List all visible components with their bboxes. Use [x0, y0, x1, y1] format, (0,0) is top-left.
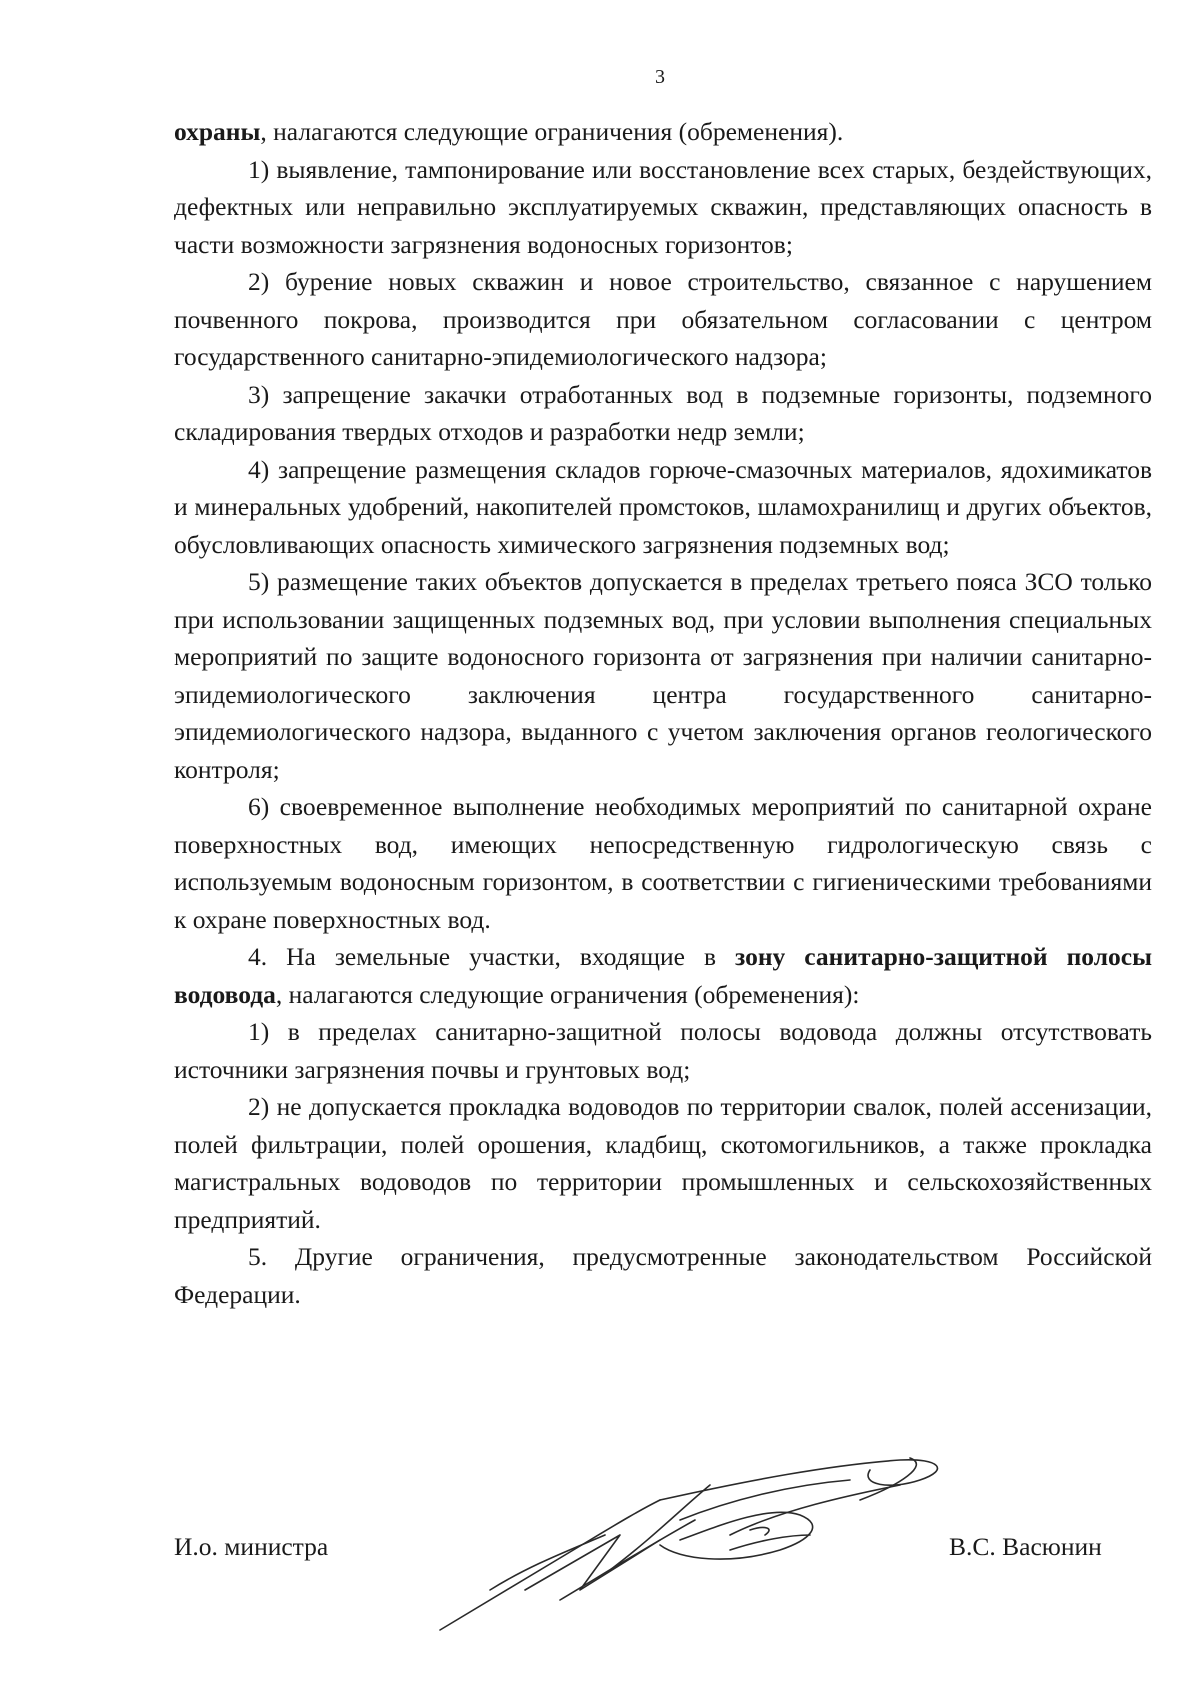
bold-term: зону санитарно-защитной полосы водовода [174, 942, 1152, 1009]
signatory-position: И.о. министра [174, 1532, 329, 1561]
paragraph-2: 2) бурение новых скважин и новое строительство, связанное с нарушением почвенного покрова, производится при обязательном согласовании с центром государственного санитарно-эпидемиологического надзора; [174, 267, 1152, 371]
page-number: 3 [655, 66, 665, 88]
paragraph-text: , налагаются следующие ограничения (обременения): [275, 979, 860, 1009]
document-body [174, 113, 1152, 1313]
paragraph-3: 3) запрещение закачки отработанных вод в подземные горизонты, подземного складирования твердых отходов и разработки недр земли; [174, 379, 1152, 446]
paragraph-text: , налагаются следующие ограничения (обременения). [260, 117, 844, 146]
paragraph-4: 4) запрещение размещения складов горюче-смазочных материалов, ядохимикатов и минеральных удобрений, накопителей промстоков, шламохранилищ и других объектов, обусловливающих опасность химического загрязнения подземных вод; [174, 454, 1152, 559]
paragraph-10: 5. Другие ограничения, предусмотренные законодательством Российской Федерации. [174, 1242, 1152, 1309]
paragraph-text: 4. На земельные участки, входящие в [248, 942, 735, 971]
paragraph-1: 1) выявление, тампонирование или восстановление всех старых, бездействующих, дефектных или неправильно эксплуатируемых скважин, представляющих опасность в части возможности загрязнения водоносных горизонтов; [174, 154, 1152, 259]
paragraph-8: 1) в пределах санитарно-защитной полосы водовода должны отсутствовать источники загрязнения почвы и грунтовых вод; [174, 1017, 1152, 1084]
paragraph-5: 5) размещение таких объектов допускается в пределах третьего пояса ЗСО только при использовании защищенных подземных вод, при условии выполнения специальных мероприятий по защите водоносного горизонта от загрязнения при наличии санитарно-эпидемиологического заключения центра государственного санитарно-эпидемиологического надзора, выданного с учетом заключения органов геологического контроля; [174, 567, 1152, 784]
paragraph-9: 2) не допускается прокладка водоводов по территории свалок, полей ассенизации, полей фильтрации, полей орошения, кладбищ, скотомогильников, а также прокладка магистральных водоводов по территории промышленных и сельскохозяйственных предприятий. [174, 1092, 1152, 1234]
paragraph-7 [174, 938, 1152, 1013]
paragraph-6: 6) своевременное выполнение необходимых мероприятий по санитарной охране поверхностных вод, имеющих непосредственную гидрологическую связь с используемым водоносным горизонтом, в соответствии с гигиеническими требованиями к охране поверхностных вод. [174, 792, 1152, 934]
bold-term: охраны [174, 117, 261, 146]
signatory-name: В.С. Васюнин [949, 1532, 1102, 1561]
handwritten-signature [430, 1440, 1010, 1640]
paragraph-0 [174, 113, 1152, 151]
